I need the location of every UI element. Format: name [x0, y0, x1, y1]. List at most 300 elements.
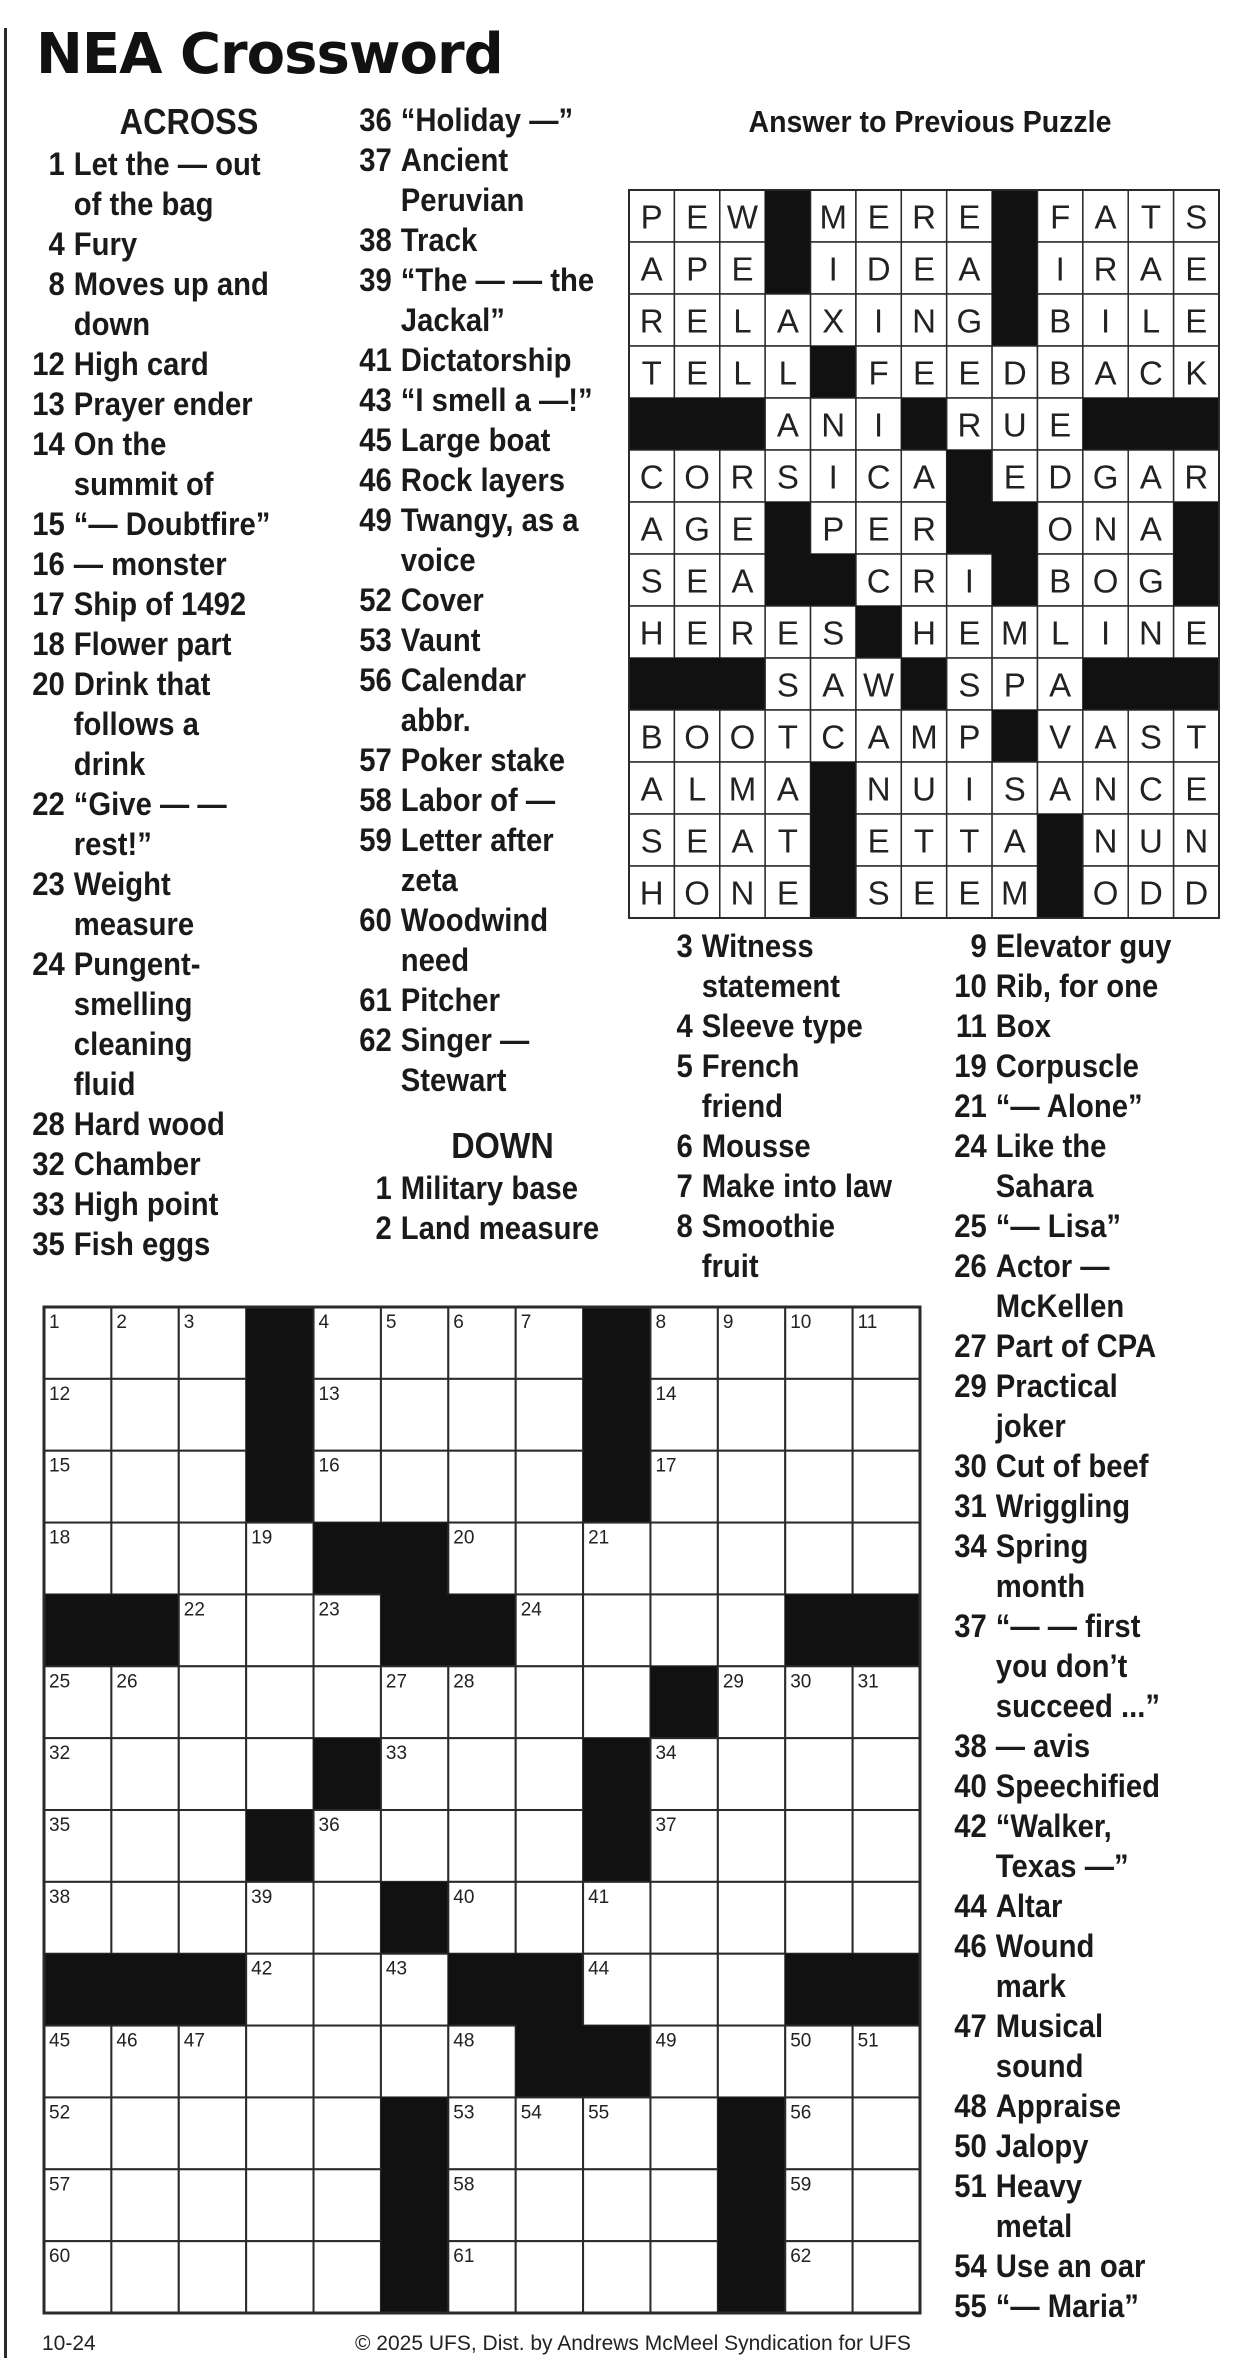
clue-number: 61	[359, 982, 392, 1018]
answer-letter: D	[1184, 874, 1209, 912]
clue-item	[345, 580, 615, 620]
answer-letter: E	[958, 874, 981, 912]
clue-text: Make into law	[701, 1168, 892, 1204]
cell-number: 29	[722, 1671, 744, 1693]
clue-item	[345, 1208, 615, 1248]
answer-letter: P	[686, 250, 709, 288]
answer-letter: D	[1002, 354, 1027, 392]
black-square	[246, 1810, 314, 1882]
grid-cell	[853, 1810, 920, 1882]
answer-letter: M	[1001, 614, 1029, 652]
black-square	[246, 1451, 314, 1523]
answer-letter: E	[731, 250, 754, 288]
answer-letter: P	[822, 510, 845, 548]
answer-letter: D	[1048, 458, 1073, 496]
black-square	[516, 1954, 584, 2026]
cell-number: 36	[318, 1815, 340, 1836]
black-square	[583, 2026, 651, 2098]
black-square	[992, 294, 1038, 347]
clue-item	[18, 344, 315, 384]
clue-item	[940, 1526, 1210, 1606]
grid-cell	[853, 1882, 920, 1954]
clue-number: 1	[48, 146, 65, 182]
grid-cell	[853, 1523, 920, 1595]
black-square	[246, 1379, 314, 1451]
black-square	[718, 2169, 786, 2241]
clue-text: Practical joker	[995, 1368, 1118, 1444]
grid-cell	[718, 1882, 785, 1954]
black-square	[718, 2241, 786, 2313]
grid-cell	[246, 2026, 313, 2098]
cell-number: 40	[453, 1886, 475, 1908]
clue-item	[18, 624, 315, 664]
clue-item	[940, 1606, 1210, 1726]
clue-text: Ancient Peruvian	[400, 142, 525, 218]
answer-letter: P	[640, 198, 663, 236]
cell-number: 33	[385, 1743, 408, 1765]
cell-number: 55	[588, 2102, 610, 2124]
clue-number: 53	[359, 622, 392, 658]
answer-letter: E	[867, 822, 890, 860]
grid-cell	[785, 1451, 852, 1523]
answer-letter: A	[1139, 510, 1162, 548]
cell-number: 6	[453, 1312, 464, 1333]
grid-cell	[314, 1666, 381, 1738]
answer-letter: S	[867, 874, 890, 912]
clue-text: Ship of 1492	[73, 586, 247, 622]
clue-number: 46	[954, 1928, 987, 1964]
grid-cell	[785, 1738, 852, 1810]
clue-item	[345, 820, 615, 900]
grid-cell	[718, 1810, 785, 1882]
clue-number: 52	[359, 582, 392, 618]
answer-letter: M	[728, 770, 757, 808]
answer-letter: A	[640, 510, 663, 548]
answer-letter: T	[913, 822, 935, 860]
answer-letter: A	[1094, 354, 1117, 392]
clue-text: Box	[995, 1008, 1052, 1044]
cell-number: 31	[857, 1671, 879, 1693]
answer-letter: I	[828, 458, 838, 496]
across-clue-list-2	[345, 100, 615, 1100]
across-column-1	[18, 100, 315, 1264]
clue-number: 10	[954, 968, 987, 1004]
clue-text: Moves up and down	[73, 266, 269, 342]
answer-letter: A	[1094, 198, 1117, 236]
answer-letter: E	[867, 198, 890, 236]
clue-text: Letter after zeta	[400, 822, 554, 898]
clue-text: Chamber	[73, 1146, 201, 1182]
clue-item	[940, 1726, 1210, 1766]
black-square	[381, 2241, 449, 2313]
black-square	[629, 658, 675, 711]
clue-number: 38	[359, 222, 392, 258]
answer-letter: G	[1092, 458, 1119, 496]
cell-number: 5	[385, 1312, 397, 1333]
clue-item	[646, 1046, 916, 1126]
answer-letter: E	[776, 614, 799, 652]
clue-text: Cut of beef	[995, 1448, 1149, 1484]
clue-item	[18, 864, 315, 944]
clue-text: Mousse	[701, 1128, 811, 1164]
answer-letter: S	[640, 562, 663, 600]
clue-number: 17	[32, 586, 65, 622]
clue-number: 54	[954, 2248, 987, 2284]
clue-text: “The — — the Jackal”	[400, 262, 595, 338]
black-square	[856, 606, 902, 659]
clue-item	[345, 100, 615, 140]
answer-letter: B	[1049, 302, 1072, 340]
down-clue-list-1	[345, 1168, 615, 1248]
grid-cell	[650, 2097, 717, 2169]
answer-letter: M	[910, 718, 938, 756]
answer-letter: N	[866, 770, 891, 808]
clue-text: Corpuscle	[995, 1048, 1139, 1084]
grid-cell	[583, 2241, 650, 2313]
clue-item	[18, 424, 315, 504]
answer-letter: E	[776, 874, 799, 912]
clue-item	[940, 1126, 1210, 1206]
clue-text: “Walker, Texas —”	[995, 1808, 1129, 1884]
clue-text: On the summit of	[73, 426, 214, 502]
black-square	[583, 1379, 651, 1451]
answer-letter: C	[866, 458, 891, 496]
answer-letter: G	[684, 510, 710, 548]
clue-item	[345, 740, 615, 780]
clue-item	[18, 584, 315, 624]
answer-letter: E	[1185, 614, 1208, 652]
answer-letter: N	[1093, 770, 1118, 808]
black-square	[811, 346, 857, 399]
grid-cell	[650, 2241, 717, 2313]
answer-letter: G	[1138, 562, 1164, 600]
clue-text: Fish eggs	[73, 1226, 211, 1262]
clue-number: 43	[359, 382, 392, 418]
puzzle-date: 10-24	[42, 2332, 96, 2355]
black-square	[381, 1523, 449, 1595]
answer-letter: P	[958, 718, 981, 756]
grid-cell	[718, 1954, 785, 2026]
down-clue-list-2	[646, 926, 916, 1286]
previous-answer-grid	[628, 189, 1220, 919]
black-square	[1174, 502, 1220, 555]
clue-text: Hard wood	[73, 1106, 225, 1142]
grid-cell	[381, 1379, 448, 1451]
clue-item	[345, 620, 615, 660]
cell-number: 43	[385, 1958, 408, 1980]
grid-cell	[583, 2169, 650, 2241]
answer-letter: S	[1185, 198, 1208, 236]
answer-letter: L	[1141, 302, 1161, 340]
answer-letter: A	[1139, 458, 1162, 496]
answer-letter: T	[777, 718, 798, 756]
answer-letter: E	[958, 614, 981, 652]
black-square	[901, 398, 947, 451]
grid-cell	[381, 2026, 448, 2098]
grid-cell	[246, 2169, 313, 2241]
clue-text: Woodwind need	[400, 902, 549, 978]
clue-text: High point	[73, 1186, 219, 1222]
answer-letter: E	[686, 302, 709, 340]
black-square	[583, 1451, 651, 1523]
clue-text: — monster	[73, 546, 227, 582]
clue-text: Wriggling	[995, 1488, 1131, 1524]
answer-letter: N	[730, 874, 755, 912]
answer-letter: M	[819, 198, 847, 236]
clue-text: “I smell a —!”	[400, 382, 593, 418]
cell-number: 14	[655, 1383, 677, 1405]
answer-letter: I	[964, 562, 974, 600]
black-square	[44, 1954, 112, 2026]
cell-number: 13	[318, 1383, 340, 1405]
answer-letter: U	[1139, 822, 1163, 860]
clue-item	[646, 1206, 916, 1286]
cell-number: 47	[183, 2030, 205, 2052]
clue-item	[646, 1006, 916, 1046]
black-square	[650, 1666, 718, 1738]
clue-number: 40	[954, 1768, 987, 1804]
black-square	[992, 710, 1038, 763]
answer-letter: H	[639, 614, 664, 652]
clue-number: 22	[32, 786, 65, 822]
clue-text: “— Maria”	[995, 2288, 1139, 2324]
clue-item	[18, 144, 315, 224]
clue-text: Witness statement	[701, 928, 840, 1004]
answer-letter: O	[1092, 874, 1119, 912]
cell-number: 61	[453, 2246, 475, 2268]
cell-number: 3	[183, 1312, 195, 1333]
clue-item	[940, 2286, 1210, 2326]
clue-number: 12	[32, 346, 65, 382]
answer-letter: E	[686, 614, 709, 652]
clue-item	[646, 926, 916, 1006]
cell-number: 17	[655, 1455, 677, 1477]
cell-number: 30	[790, 1671, 812, 1693]
grid-cell	[179, 1451, 246, 1523]
clue-text: Pitcher	[400, 982, 500, 1018]
cell-number: 52	[49, 2102, 71, 2124]
black-square	[1037, 866, 1083, 919]
clue-item	[940, 1206, 1210, 1246]
clue-item	[940, 926, 1210, 966]
clue-number: 41	[359, 342, 392, 378]
clue-text: Rib, for one	[995, 968, 1159, 1004]
clue-number: 21	[954, 1088, 987, 1124]
cell-number: 49	[655, 2030, 677, 2052]
clue-text: High card	[73, 346, 209, 382]
answer-letter: W	[726, 198, 759, 236]
grid-cell	[179, 1523, 246, 1595]
clue-number: 47	[954, 2008, 987, 2044]
answer-letter: B	[1049, 562, 1072, 600]
grid-cell	[448, 1738, 515, 1810]
answer-letter: A	[1049, 666, 1072, 704]
grid-cell	[381, 1810, 448, 1882]
grid-cell	[718, 1451, 785, 1523]
cell-number: 50	[790, 2030, 812, 2052]
black-square	[179, 1954, 247, 2026]
clue-item	[18, 1184, 315, 1224]
clue-item	[345, 380, 615, 420]
answer-letter: T	[1186, 718, 1207, 756]
page-title: NEA Crossword	[36, 22, 503, 87]
clue-text: Flower part	[73, 626, 232, 662]
cell-number: 12	[49, 1383, 71, 1405]
answer-letter: E	[1003, 458, 1026, 496]
answer-letter: S	[640, 822, 663, 860]
clue-item	[646, 1126, 916, 1166]
clue-number: 37	[954, 1608, 987, 1644]
grid-cell	[650, 1523, 717, 1595]
clue-text: Musical sound	[995, 2008, 1104, 2084]
clue-text: Like the Sahara	[995, 1128, 1107, 1204]
clue-number: 57	[359, 742, 392, 778]
answer-letter: C	[1139, 354, 1163, 392]
answer-letter: B	[640, 718, 663, 756]
grid-cell	[516, 1738, 583, 1810]
clue-number: 51	[954, 2168, 987, 2204]
clue-item	[940, 1486, 1210, 1526]
grid-cell	[718, 1379, 785, 1451]
across-column-2	[345, 100, 615, 1248]
grid-cell	[111, 2169, 178, 2241]
clue-number: 46	[359, 462, 392, 498]
clue-item	[940, 1366, 1210, 1446]
answer-letter: C	[821, 718, 846, 756]
clue-number: 1	[375, 1170, 392, 1206]
black-square	[1174, 658, 1220, 711]
cell-number: 8	[655, 1312, 667, 1333]
answer-letter: V	[1049, 718, 1072, 756]
grid-cell	[650, 1594, 717, 1666]
clue-text: Rock layers	[400, 462, 566, 498]
answer-letter: L	[1050, 614, 1070, 652]
answer-letter: A	[958, 250, 981, 288]
clue-item	[940, 1926, 1210, 2006]
clue-number: 9	[970, 928, 987, 964]
grid-cell	[718, 1594, 785, 1666]
clue-item	[940, 1086, 1210, 1126]
black-square	[516, 2026, 584, 2098]
cell-number: 27	[385, 1671, 408, 1693]
clue-text: Weight measure	[73, 866, 195, 942]
answer-letter: R	[1184, 458, 1209, 496]
answer-letter: I	[1055, 250, 1065, 288]
cell-number: 34	[655, 1743, 677, 1765]
clue-number: 29	[954, 1368, 987, 1404]
grid-cell	[179, 1738, 246, 1810]
clue-number: 15	[32, 506, 65, 542]
black-square	[111, 1954, 179, 2026]
clue-text: Labor of —	[400, 782, 556, 818]
grid-cell	[179, 2097, 246, 2169]
clue-item	[18, 384, 315, 424]
clue-number: 30	[954, 1448, 987, 1484]
clue-number: 39	[359, 262, 392, 298]
clue-item	[18, 504, 315, 544]
clue-item	[940, 1886, 1210, 1926]
black-square	[718, 2097, 786, 2169]
answer-letter: U	[1002, 406, 1027, 444]
answer-letter: E	[686, 822, 709, 860]
cell-number: 56	[790, 2102, 812, 2124]
black-square	[1083, 658, 1129, 711]
clue-number: 13	[32, 386, 65, 422]
answer-letter: G	[956, 302, 983, 340]
clue-text: Calendar abbr.	[400, 662, 526, 738]
grid-cell	[516, 1451, 583, 1523]
clue-item	[18, 544, 315, 584]
clue-item	[345, 420, 615, 460]
clue-item	[18, 1144, 315, 1184]
clue-text: Heavy metal	[995, 2168, 1083, 2244]
cell-number: 37	[655, 1815, 677, 1836]
clue-number: 16	[32, 546, 65, 582]
grid-cell	[111, 1738, 178, 1810]
clue-item	[18, 1224, 315, 1264]
black-square	[44, 1594, 112, 1666]
grid-cell	[516, 1666, 583, 1738]
clue-item	[18, 944, 315, 1104]
answer-letter: E	[912, 874, 936, 912]
black-square	[720, 658, 766, 711]
grid-cell	[314, 2026, 381, 2098]
answer-letter: S	[776, 666, 799, 704]
clue-text: Use an oar	[995, 2248, 1146, 2284]
grid-cell	[246, 1666, 313, 1738]
clue-number: 25	[954, 1208, 987, 1244]
answer-letter: A	[1049, 770, 1072, 808]
black-square	[381, 1594, 449, 1666]
answer-letter: T	[777, 822, 798, 860]
clue-text: French friend	[701, 1048, 800, 1124]
black-square	[1083, 398, 1129, 451]
clue-item	[345, 900, 615, 980]
grid-cell	[853, 2241, 920, 2313]
clue-number: 24	[954, 1128, 987, 1164]
answer-letter: R	[957, 406, 982, 444]
answer-letter: O	[1092, 562, 1119, 600]
grid-cell	[516, 2169, 583, 2241]
clue-text: Wound mark	[995, 1928, 1095, 2004]
clue-number: 18	[32, 626, 65, 662]
answer-letter: D	[866, 250, 891, 288]
clue-text: “— Alone”	[995, 1088, 1143, 1124]
answer-letter: I	[874, 406, 884, 444]
answer-letter: H	[639, 874, 664, 912]
answer-letter: D	[1139, 874, 1163, 912]
clue-item	[940, 2246, 1210, 2286]
black-square	[811, 814, 857, 867]
clue-item	[940, 1246, 1210, 1326]
clue-text: Dictatorship	[400, 342, 572, 378]
crossword-grid	[42, 1305, 922, 2315]
clue-number: 37	[359, 142, 392, 178]
cell-number: 53	[453, 2102, 475, 2124]
clue-text: Smoothie fruit	[701, 1208, 836, 1284]
clue-number: 34	[954, 1528, 987, 1564]
answer-letter: C	[639, 458, 664, 496]
grid-cell	[448, 1810, 515, 1882]
clue-text: Large boat	[400, 422, 551, 458]
clue-text: Altar	[995, 1888, 1063, 1924]
grid-cell	[650, 1882, 717, 1954]
black-square	[720, 398, 766, 451]
cell-number: 54	[520, 2102, 542, 2124]
cell-number: 4	[318, 1312, 330, 1333]
black-square	[1037, 814, 1083, 867]
clue-number: 8	[676, 1208, 693, 1244]
